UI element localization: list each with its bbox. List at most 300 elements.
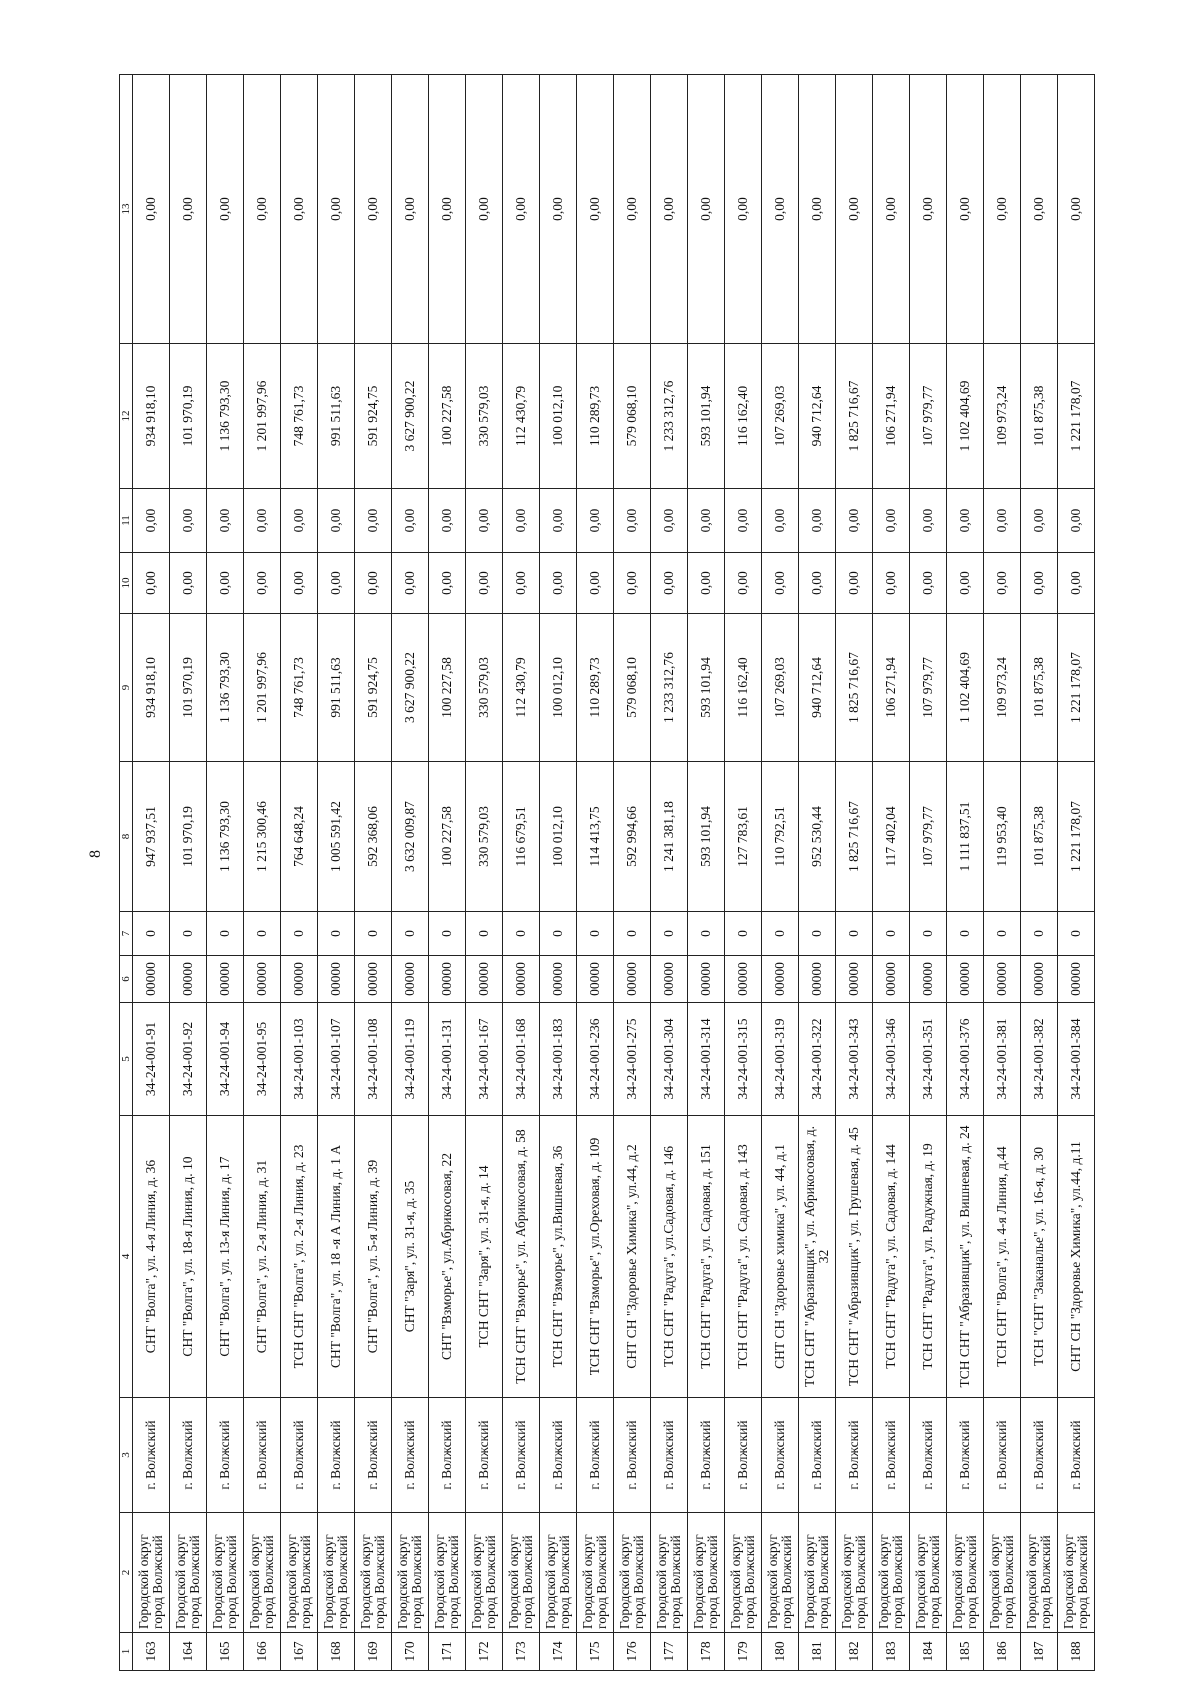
address-cell: ТСН СНТ "Взморье", ул. Абрикосовая, д. 58 [503, 1116, 540, 1398]
address-cell: СНТ "Волга", ул. 13-я Линия, д. 17 [207, 1116, 244, 1398]
address-cell: ТСН СНТ "Абразивщик", ул. Вишневая, д. 24 [947, 1116, 984, 1398]
row-number-cell: 180 [762, 1633, 799, 1671]
municipality-cell: Городской округ город Волжский [614, 1513, 651, 1633]
code-cell: 00000 [392, 956, 429, 1003]
zero-flag-cell: 0 [688, 912, 725, 956]
code-cell: 00000 [207, 956, 244, 1003]
zero-flag-cell: 0 [614, 912, 651, 956]
table-row [577, 75, 614, 1671]
row-number-cell: 178 [688, 1633, 725, 1671]
amount-col9-cell: 1 221 178,07 [1058, 614, 1095, 762]
amount-col11-cell: 0,00 [540, 489, 577, 553]
table-row [244, 75, 281, 1671]
table-row [355, 75, 392, 1671]
amount-col12-cell: 100 227,58 [429, 344, 466, 489]
settlement-cell: г. Волжский [355, 1398, 392, 1513]
amount-col13-cell: 0,00 [1058, 75, 1095, 344]
municipality-cell: Городской округ город Волжский [577, 1513, 614, 1633]
amount-col11-cell: 0,00 [429, 489, 466, 553]
settlement-cell: г. Волжский [392, 1398, 429, 1513]
table-row [318, 75, 355, 1671]
cadastral-number-cell: 34-24-001-382 [1021, 1003, 1058, 1116]
code-cell: 00000 [244, 956, 281, 1003]
amount-col11-cell: 0,00 [1021, 489, 1058, 553]
settlement-cell: г. Волжский [503, 1398, 540, 1513]
amount-col10-cell: 0,00 [244, 553, 281, 614]
row-number-cell: 173 [503, 1633, 540, 1671]
table-row [207, 75, 244, 1671]
amount-col8-cell: 764 648,24 [281, 762, 318, 912]
zero-flag-cell: 0 [466, 912, 503, 956]
amount-col9-cell: 110 289,73 [577, 614, 614, 762]
amount-col12-cell: 1 825 716,67 [836, 344, 873, 489]
row-number-cell: 166 [244, 1633, 281, 1671]
code-cell: 00000 [503, 956, 540, 1003]
amount-col11-cell: 0,00 [762, 489, 799, 553]
amount-col13-cell: 0,00 [577, 75, 614, 344]
settlement-cell: г. Волжский [429, 1398, 466, 1513]
code-cell: 00000 [614, 956, 651, 1003]
amount-col10-cell: 0,00 [873, 553, 910, 614]
settlement-cell: г. Волжский [540, 1398, 577, 1513]
amount-col13-cell: 0,00 [614, 75, 651, 344]
zero-flag-cell: 0 [651, 912, 688, 956]
cadastral-number-cell: 34-24-001-376 [947, 1003, 984, 1116]
amount-col12-cell: 748 761,73 [281, 344, 318, 489]
settlement-cell: г. Волжский [762, 1398, 799, 1513]
row-number-cell: 182 [836, 1633, 873, 1671]
amount-col11-cell: 0,00 [799, 489, 836, 553]
amount-col8-cell: 592 994,66 [614, 762, 651, 912]
amount-col13-cell: 0,00 [651, 75, 688, 344]
zero-flag-cell: 0 [947, 912, 984, 956]
column-header: 12 [120, 344, 133, 489]
zero-flag-cell: 0 [392, 912, 429, 956]
amount-col8-cell: 1 241 381,18 [651, 762, 688, 912]
amount-col10-cell: 0,00 [614, 553, 651, 614]
amount-col8-cell: 1 215 300,46 [244, 762, 281, 912]
amount-col12-cell: 107 979,77 [910, 344, 947, 489]
amount-col8-cell: 1 111 837,51 [947, 762, 984, 912]
settlement-cell: г. Волжский [688, 1398, 725, 1513]
municipality-cell: Городской округ город Волжский [1021, 1513, 1058, 1633]
settlement-cell: г. Волжский [170, 1398, 207, 1513]
rotated-page [119, 75, 1092, 1671]
table-row [984, 75, 1021, 1671]
amount-col10-cell: 0,00 [1058, 553, 1095, 614]
municipality-cell: Городской округ город Волжский [540, 1513, 577, 1633]
cadastral-number-cell: 34-24-001-103 [281, 1003, 318, 1116]
settlement-cell: г. Волжский [799, 1398, 836, 1513]
settlement-cell: г. Волжский [207, 1398, 244, 1513]
row-number-cell: 186 [984, 1633, 1021, 1671]
amount-col8-cell: 1 005 591,42 [318, 762, 355, 912]
municipality-cell: Городской округ город Волжский [318, 1513, 355, 1633]
table-row [614, 75, 651, 1671]
amount-col13-cell: 0,00 [466, 75, 503, 344]
amount-col13-cell: 0,00 [133, 75, 170, 344]
amount-col12-cell: 101 970,19 [170, 344, 207, 489]
row-number-cell: 169 [355, 1633, 392, 1671]
municipality-cell: Городской округ город Волжский [836, 1513, 873, 1633]
zero-flag-cell: 0 [170, 912, 207, 956]
zero-flag-cell: 0 [429, 912, 466, 956]
address-cell: СНТ "Волга", ул. 2-я Линия, д. 31 [244, 1116, 281, 1398]
amount-col11-cell: 0,00 [725, 489, 762, 553]
cadastral-number-cell: 34-24-001-92 [170, 1003, 207, 1116]
amount-col13-cell: 0,00 [947, 75, 984, 344]
amount-col12-cell: 106 271,94 [873, 344, 910, 489]
amount-col10-cell: 0,00 [207, 553, 244, 614]
cadastral-number-cell: 34-24-001-319 [762, 1003, 799, 1116]
amount-col12-cell: 100 012,10 [540, 344, 577, 489]
amount-col9-cell: 1 102 404,69 [947, 614, 984, 762]
table-row [725, 75, 762, 1671]
amount-col9-cell: 579 068,10 [614, 614, 651, 762]
amount-col8-cell: 592 368,06 [355, 762, 392, 912]
zero-flag-cell: 0 [577, 912, 614, 956]
municipality-cell: Городской округ город Волжский [1058, 1513, 1095, 1633]
table-row [799, 75, 836, 1671]
amount-col12-cell: 3 627 900,22 [392, 344, 429, 489]
cadastral-number-cell: 34-24-001-131 [429, 1003, 466, 1116]
code-cell: 00000 [762, 956, 799, 1003]
municipality-cell: Городской округ город Волжский [244, 1513, 281, 1633]
settlement-cell: г. Волжский [466, 1398, 503, 1513]
amount-col9-cell: 107 979,77 [910, 614, 947, 762]
code-cell: 00000 [836, 956, 873, 1003]
zero-flag-cell: 0 [873, 912, 910, 956]
amount-col12-cell: 991 511,63 [318, 344, 355, 489]
settlement-cell: г. Волжский [725, 1398, 762, 1513]
cadastral-number-cell: 34-24-001-107 [318, 1003, 355, 1116]
address-cell: ТСН "СНТ "Заканалье", ул. 16-я, д. 30 [1021, 1116, 1058, 1398]
amount-col10-cell: 0,00 [503, 553, 540, 614]
code-cell: 00000 [577, 956, 614, 1003]
amount-col10-cell: 0,00 [318, 553, 355, 614]
code-cell: 00000 [281, 956, 318, 1003]
amount-col12-cell: 579 068,10 [614, 344, 651, 489]
amount-col11-cell: 0,00 [651, 489, 688, 553]
cadastral-number-cell: 34-24-001-346 [873, 1003, 910, 1116]
table-body [133, 75, 1095, 1671]
code-cell: 00000 [355, 956, 392, 1003]
amount-col9-cell: 593 101,94 [688, 614, 725, 762]
address-cell: ТСН СНТ "Абразивщик", ул. Грушевая, д. 45 [836, 1116, 873, 1398]
amount-col8-cell: 110 792,51 [762, 762, 799, 912]
amount-col8-cell: 114 413,75 [577, 762, 614, 912]
municipality-cell: Городской округ город Волжский [984, 1513, 1021, 1633]
settlement-cell: г. Волжский [281, 1398, 318, 1513]
zero-flag-cell: 0 [1058, 912, 1095, 956]
row-number-cell: 177 [651, 1633, 688, 1671]
row-number-cell: 165 [207, 1633, 244, 1671]
municipality-cell: Городской округ город Волжский [762, 1513, 799, 1633]
cadastral-number-cell: 34-24-001-236 [577, 1003, 614, 1116]
amount-col9-cell: 112 430,79 [503, 614, 540, 762]
code-cell: 00000 [466, 956, 503, 1003]
amount-col9-cell: 1 201 997,96 [244, 614, 281, 762]
amount-col12-cell: 1 102 404,69 [947, 344, 984, 489]
settlement-cell: г. Волжский [1058, 1398, 1095, 1513]
zero-flag-cell: 0 [799, 912, 836, 956]
zero-flag-cell: 0 [133, 912, 170, 956]
settlement-cell: г. Волжский [133, 1398, 170, 1513]
amount-col10-cell: 0,00 [910, 553, 947, 614]
address-cell: ТСН СНТ "Абразивщик", ул. Абрикосовая, д. 32 [799, 1116, 836, 1398]
table-row [540, 75, 577, 1671]
column-header: 6 [120, 956, 133, 1003]
settlement-cell: г. Волжский [910, 1398, 947, 1513]
amount-col13-cell: 0,00 [318, 75, 355, 344]
amount-col9-cell: 106 271,94 [873, 614, 910, 762]
municipality-cell: Городской округ город Волжский [873, 1513, 910, 1633]
amount-col9-cell: 591 924,75 [355, 614, 392, 762]
amount-col13-cell: 0,00 [355, 75, 392, 344]
row-number-cell: 174 [540, 1633, 577, 1671]
row-number-cell: 172 [466, 1633, 503, 1671]
zero-flag-cell: 0 [984, 912, 1021, 956]
cadastral-number-cell: 34-24-001-343 [836, 1003, 873, 1116]
column-header: 1 [120, 1633, 133, 1671]
amount-col12-cell: 593 101,94 [688, 344, 725, 489]
table-row [281, 75, 318, 1671]
amount-col12-cell: 1 201 997,96 [244, 344, 281, 489]
address-cell: ТСН СНТ "Радуга", ул. Садовая, д. 143 [725, 1116, 762, 1398]
address-cell: ТСН СНТ "Взморье", ул.Ореховая, д. 109 [577, 1116, 614, 1398]
address-cell: ТСН СНТ "Волга", ул. 2-я Линия, д. 23 [281, 1116, 318, 1398]
address-cell: СНТ "Волга", ул. 18-я Линия, д. 10 [170, 1116, 207, 1398]
table-row [503, 75, 540, 1671]
amount-col10-cell: 0,00 [688, 553, 725, 614]
column-header: 13 [120, 75, 133, 344]
zero-flag-cell: 0 [540, 912, 577, 956]
amount-col13-cell: 0,00 [762, 75, 799, 344]
cadastral-number-cell: 34-24-001-381 [984, 1003, 1021, 1116]
row-number-cell: 183 [873, 1633, 910, 1671]
amount-col13-cell: 0,00 [392, 75, 429, 344]
zero-flag-cell: 0 [910, 912, 947, 956]
table-row [466, 75, 503, 1671]
amount-col8-cell: 1 825 716,67 [836, 762, 873, 912]
address-cell: СНТ "Волга", ул. 18 -я А Линия, д. 1 А [318, 1116, 355, 1398]
row-number-cell: 188 [1058, 1633, 1095, 1671]
amount-col13-cell: 0,00 [688, 75, 725, 344]
amount-col10-cell: 0,00 [577, 553, 614, 614]
municipality-cell: Городской округ город Волжский [947, 1513, 984, 1633]
amount-col13-cell: 0,00 [725, 75, 762, 344]
settlement-cell: г. Волжский [984, 1398, 1021, 1513]
amount-col13-cell: 0,00 [873, 75, 910, 344]
amount-col8-cell: 100 012,10 [540, 762, 577, 912]
amount-col11-cell: 0,00 [281, 489, 318, 553]
cadastral-number-cell: 34-24-001-183 [540, 1003, 577, 1116]
settlement-cell: г. Волжский [947, 1398, 984, 1513]
municipality-cell: Городской округ город Волжский [392, 1513, 429, 1633]
table-row [762, 75, 799, 1671]
amount-col10-cell: 0,00 [1021, 553, 1058, 614]
cadastral-number-cell: 34-24-001-168 [503, 1003, 540, 1116]
amount-col9-cell: 1 233 312,76 [651, 614, 688, 762]
code-cell: 00000 [540, 956, 577, 1003]
address-cell: СНТ "Заря", ул. 31-я, д. 35 [392, 1116, 429, 1398]
cadastral-number-cell: 34-24-001-322 [799, 1003, 836, 1116]
code-cell: 00000 [1058, 956, 1095, 1003]
code-cell: 00000 [318, 956, 355, 1003]
table-row [133, 75, 170, 1671]
amount-col12-cell: 940 712,64 [799, 344, 836, 489]
amount-col11-cell: 0,00 [133, 489, 170, 553]
amount-col8-cell: 101 970,19 [170, 762, 207, 912]
code-cell: 00000 [688, 956, 725, 1003]
zero-flag-cell: 0 [281, 912, 318, 956]
row-number-cell: 163 [133, 1633, 170, 1671]
amount-col9-cell: 330 579,03 [466, 614, 503, 762]
amount-col9-cell: 116 162,40 [725, 614, 762, 762]
municipality-cell: Городской округ город Волжский [281, 1513, 318, 1633]
municipality-cell: Городской округ город Волжский [355, 1513, 392, 1633]
cadastral-number-cell: 34-24-001-351 [910, 1003, 947, 1116]
address-cell: ТСН СНТ "Радуга", ул. Садовая, д. 144 [873, 1116, 910, 1398]
zero-flag-cell: 0 [725, 912, 762, 956]
cadastral-number-cell: 34-24-001-167 [466, 1003, 503, 1116]
amount-col10-cell: 0,00 [947, 553, 984, 614]
row-number-cell: 187 [1021, 1633, 1058, 1671]
code-cell: 00000 [910, 956, 947, 1003]
settlement-cell: г. Волжский [614, 1398, 651, 1513]
amount-col9-cell: 748 761,73 [281, 614, 318, 762]
row-number-cell: 170 [392, 1633, 429, 1671]
table-row [429, 75, 466, 1671]
amount-col13-cell: 0,00 [836, 75, 873, 344]
amount-col11-cell: 0,00 [984, 489, 1021, 553]
amount-col10-cell: 0,00 [392, 553, 429, 614]
amount-col10-cell: 0,00 [429, 553, 466, 614]
code-cell: 00000 [1021, 956, 1058, 1003]
amount-col10-cell: 0,00 [725, 553, 762, 614]
table-row [836, 75, 873, 1671]
municipality-cell: Городской округ город Волжский [429, 1513, 466, 1633]
code-cell: 00000 [429, 956, 466, 1003]
amount-col13-cell: 0,00 [207, 75, 244, 344]
address-cell: СНТ СН "Здоровье Химика", ул.44, д.2 [614, 1116, 651, 1398]
amount-col9-cell: 100 227,58 [429, 614, 466, 762]
zero-flag-cell: 0 [244, 912, 281, 956]
amount-col10-cell: 0,00 [984, 553, 1021, 614]
municipality-cell: Городской округ город Волжский [688, 1513, 725, 1633]
cadastral-number-cell: 34-24-001-91 [133, 1003, 170, 1116]
amount-col9-cell: 107 269,03 [762, 614, 799, 762]
amount-col8-cell: 101 875,38 [1021, 762, 1058, 912]
amount-col13-cell: 0,00 [429, 75, 466, 344]
column-header: 9 [120, 614, 133, 762]
cadastral-number-cell: 34-24-001-384 [1058, 1003, 1095, 1116]
column-header: 11 [120, 489, 133, 553]
zero-flag-cell: 0 [503, 912, 540, 956]
amount-col13-cell: 0,00 [910, 75, 947, 344]
amount-col9-cell: 3 627 900,22 [392, 614, 429, 762]
column-header: 8 [120, 762, 133, 912]
amount-col10-cell: 0,00 [540, 553, 577, 614]
address-cell: СНТ СН "Здоровье химика", ул. 44, д.1 [762, 1116, 799, 1398]
amount-col8-cell: 119 953,40 [984, 762, 1021, 912]
address-cell: СНТ "Волга", ул. 4-я Линия, д. 36 [133, 1116, 170, 1398]
amount-col8-cell: 3 632 009,87 [392, 762, 429, 912]
amount-col12-cell: 591 924,75 [355, 344, 392, 489]
zero-flag-cell: 0 [762, 912, 799, 956]
column-header: 10 [120, 553, 133, 614]
code-cell: 00000 [947, 956, 984, 1003]
amount-col10-cell: 0,00 [281, 553, 318, 614]
amount-col12-cell: 1 233 312,76 [651, 344, 688, 489]
cadastral-number-cell: 34-24-001-304 [651, 1003, 688, 1116]
amount-col8-cell: 1 136 793,30 [207, 762, 244, 912]
row-number-cell: 181 [799, 1633, 836, 1671]
amount-col12-cell: 116 162,40 [725, 344, 762, 489]
page-number: 8 [87, 850, 104, 858]
code-cell: 00000 [725, 956, 762, 1003]
municipality-cell: Городской округ город Волжский [207, 1513, 244, 1633]
amount-col11-cell: 0,00 [614, 489, 651, 553]
amount-col8-cell: 330 579,03 [466, 762, 503, 912]
amount-col13-cell: 0,00 [540, 75, 577, 344]
amount-col12-cell: 1 221 178,07 [1058, 344, 1095, 489]
address-cell: ТСН СНТ "Взморье", ул.Вишневая, 36 [540, 1116, 577, 1398]
table-row [947, 75, 984, 1671]
table-row [392, 75, 429, 1671]
zero-flag-cell: 0 [207, 912, 244, 956]
code-cell: 00000 [651, 956, 688, 1003]
amount-col13-cell: 0,00 [281, 75, 318, 344]
table-row [651, 75, 688, 1671]
settlement-cell: г. Волжский [577, 1398, 614, 1513]
amount-col11-cell: 0,00 [170, 489, 207, 553]
amount-col13-cell: 0,00 [244, 75, 281, 344]
amount-col12-cell: 101 875,38 [1021, 344, 1058, 489]
amount-col12-cell: 112 430,79 [503, 344, 540, 489]
column-header: 5 [120, 1003, 133, 1116]
cadastral-number-cell: 34-24-001-275 [614, 1003, 651, 1116]
amount-col10-cell: 0,00 [762, 553, 799, 614]
zero-flag-cell: 0 [355, 912, 392, 956]
amount-col9-cell: 991 511,63 [318, 614, 355, 762]
row-number-cell: 167 [281, 1633, 318, 1671]
amount-col8-cell: 593 101,94 [688, 762, 725, 912]
settlement-cell: г. Волжский [836, 1398, 873, 1513]
amount-col9-cell: 934 918,10 [133, 614, 170, 762]
amount-col12-cell: 110 289,73 [577, 344, 614, 489]
amount-col8-cell: 116 679,51 [503, 762, 540, 912]
amount-col8-cell: 952 530,44 [799, 762, 836, 912]
settlement-cell: г. Волжский [244, 1398, 281, 1513]
amount-col10-cell: 0,00 [836, 553, 873, 614]
column-header: 4 [120, 1116, 133, 1398]
cadastral-number-cell: 34-24-001-119 [392, 1003, 429, 1116]
row-number-cell: 175 [577, 1633, 614, 1671]
amount-col11-cell: 0,00 [1058, 489, 1095, 553]
address-cell: ТСН СНТ "Радуга", ул.Садовая, д. 146 [651, 1116, 688, 1398]
zero-flag-cell: 0 [1021, 912, 1058, 956]
amount-col9-cell: 940 712,64 [799, 614, 836, 762]
amount-col9-cell: 109 973,24 [984, 614, 1021, 762]
code-cell: 00000 [133, 956, 170, 1003]
zero-flag-cell: 0 [836, 912, 873, 956]
address-cell: ТСН СНТ "Волга", ул. 4-я Линия, д.44 [984, 1116, 1021, 1398]
municipality-cell: Городской округ город Волжский [725, 1513, 762, 1633]
cadastral-number-cell: 34-24-001-108 [355, 1003, 392, 1116]
amount-col10-cell: 0,00 [170, 553, 207, 614]
cadastral-number-cell: 34-24-001-315 [725, 1003, 762, 1116]
